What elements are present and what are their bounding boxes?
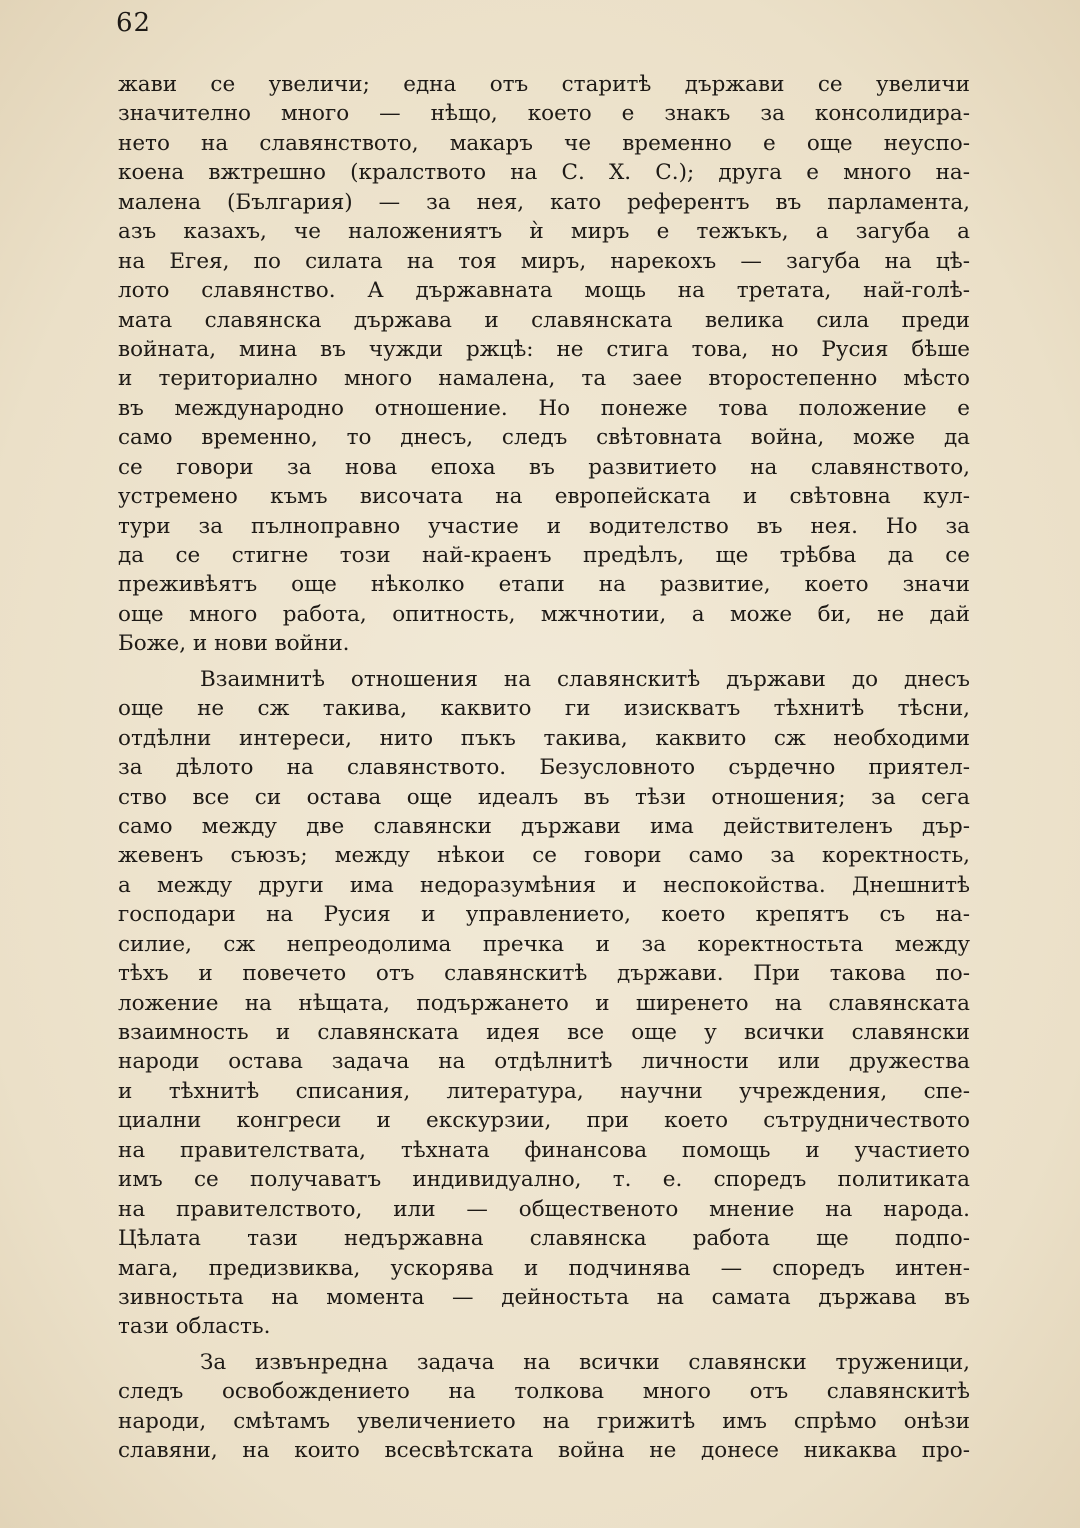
text-line: на правителството, или — общественото мнение на народа. xyxy=(118,1196,970,1222)
text-line: ложение на нѣщата, подържането и ширенето на славянската xyxy=(118,990,970,1016)
text-line: Взаимнитѣ отношения на славянскитѣ държави до днесъ xyxy=(200,666,970,692)
text-line: само между две славянски държави има действителенъ дър- xyxy=(118,813,970,839)
text-line: войната, мина въ чужди ржцѣ: не стига това, но Русия бѣше xyxy=(118,336,970,362)
text-line: устремено къмъ височата на европейската и свѣтовна кул- xyxy=(118,484,970,510)
text-line: тѣхъ и повечето отъ славянскитѣ държави. При такова по- xyxy=(118,961,970,987)
text-line: лото славянство. А държавната мощь на третата, най-голѣ- xyxy=(118,278,970,304)
page-number: 62 xyxy=(116,8,152,38)
text-line: тури за пълноправно участие и водителство въ нея. Но за xyxy=(118,513,970,539)
text-line: мата славянска държава и славянската велика сила преди xyxy=(118,307,970,333)
text-line: славяни, на които всесвѣтската война не донесе никаква про- xyxy=(118,1438,970,1464)
paragraph-2 xyxy=(118,665,970,1342)
text-line: жевенъ съюзъ; между нѣкои се говори само за коректность, xyxy=(118,843,970,869)
text-line: взаимность и славянската идея все още у всички славянски xyxy=(118,1020,970,1045)
text-line: имъ се получаватъ индивидуално, т. е. споредъ политиката xyxy=(118,1167,970,1193)
text-line: силие, сж непреодолима пречка и за коректностьта между xyxy=(118,931,970,957)
text-line: за дѣлото на славянството. Безусловното сърдечно приятел- xyxy=(118,755,970,781)
paragraph-3 xyxy=(118,1348,970,1466)
text-line: още не сж такива, каквито ги изискватъ тѣхнитѣ тѣсни, xyxy=(118,696,970,722)
text-line: ство все си остава още идеалъ въ тѣзи отношения; за сега xyxy=(118,784,970,810)
text-line: зивностьта на момента — дейностьта на самата държава въ xyxy=(118,1284,970,1310)
text-line: още много работа, опитность, мжчнотии, а може би, не дай xyxy=(118,601,970,627)
text-line: Боже, и нови войни. xyxy=(118,631,350,657)
text-line: и тѣхнитѣ списания, литература, научни учреждения, спе- xyxy=(118,1078,970,1104)
text-line: значително много — нѣщо, което е знакъ за консолидира- xyxy=(118,101,970,127)
text-line: преживѣятъ още нѣколко етапи на развитие, което значи xyxy=(118,572,970,598)
text-line: на правителствата, тѣхната финансова помощь и участието xyxy=(118,1137,970,1163)
text-line: коена вжтрешно (кралството на С. Х. С.); друга е много на- xyxy=(118,160,970,186)
text-line: само временно, то днесъ, следъ свѣтовната война, може да xyxy=(118,425,970,451)
text-line: на Егея, по силата на тоя миръ, нарекохъ — загуба на цѣ- xyxy=(118,248,970,274)
text-line: народи остава задача на отдѣлнитѣ личности или дружества xyxy=(118,1049,970,1075)
text-line: малена (България) — за нея, като референтъ въ парламента, xyxy=(118,189,970,215)
text-line: господари на Русия и управлението, което крепятъ съ на- xyxy=(118,902,970,928)
text-line: следъ освобождението на толкова много отъ славянскитѣ xyxy=(118,1379,970,1405)
text-line: отдѣлни интереси, нито пъкъ такива, каквито сж необходими xyxy=(118,725,970,751)
text-line: а между други има недоразумѣния и неспокойства. Днешнитѣ xyxy=(118,872,970,898)
text-line: За извънредна задача на всички славянски труженици, xyxy=(200,1349,970,1375)
text-line: тази область. xyxy=(118,1314,271,1340)
text-line: нето на славянството, макаръ че временно е още неуспо- xyxy=(118,130,970,156)
text-line: Цѣлата тази недържавна славянска работа ще подпо- xyxy=(118,1226,970,1252)
paragraph-1 xyxy=(118,70,970,659)
text-line: и териториално много намалена, та заее второстепенно мѣсто xyxy=(118,366,970,392)
text-line: въ международно отношение. Но понеже това положение е xyxy=(118,395,970,421)
text-line: народи, смѣтамъ увеличението на грижитѣ имъ спрѣмо онѣзи xyxy=(118,1408,970,1434)
text-line: циални конгреси и екскурзии, при което сътрудничеството xyxy=(118,1108,970,1134)
text-line: мага, предизвиква, ускорява и подчинява — споредъ интен- xyxy=(118,1255,970,1281)
text-line: се говори за нова епоха въ развитието на славянството, xyxy=(118,454,970,480)
text-line: да се стигне този най-краенъ предѣлъ, ще трѣбва да се xyxy=(118,543,970,568)
text-line: азъ казахъ, че наложениятъ ѝ миръ е тежъкъ, а загуба а xyxy=(118,219,970,245)
text-line: жави се увеличи; една отъ старитѣ държави се увеличи xyxy=(118,72,970,97)
body-text xyxy=(118,70,970,1466)
